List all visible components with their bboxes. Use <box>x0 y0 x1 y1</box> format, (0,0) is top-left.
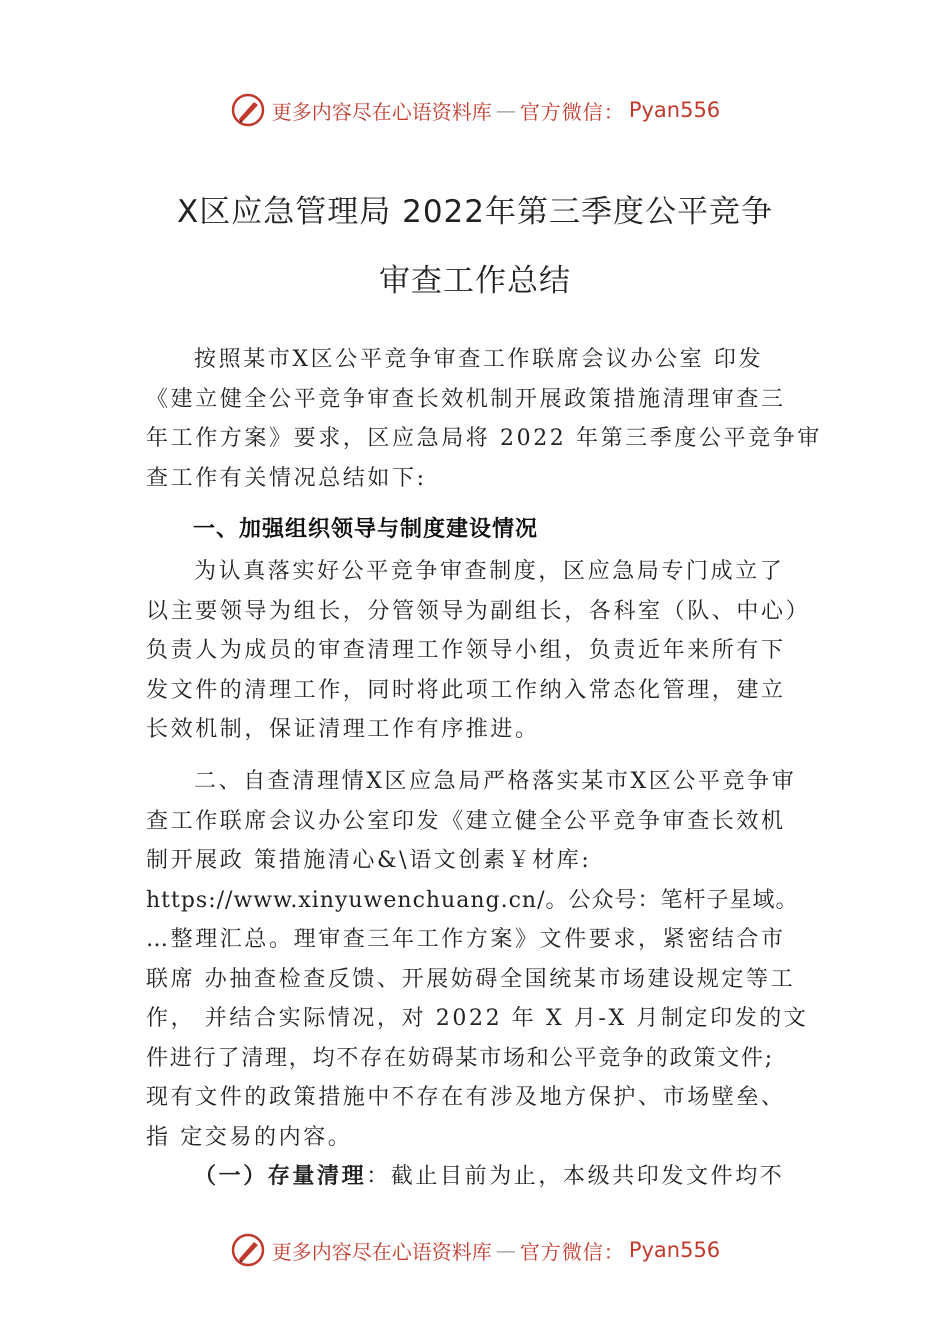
watermark-banner-bottom <box>0 1232 950 1268</box>
pen-logo-icon <box>230 92 266 128</box>
text-line: 年工作方案》要求，区应急局将 2022 年第三季度公平竞争审 <box>146 426 822 451</box>
banner-brand: 更多内容尽在心语资料库 <box>271 1239 492 1264</box>
document-title-line1: X区应急管理局 2022年第三季度公平竞争 <box>177 194 773 230</box>
text-line: 件进行了清理，均不存在妨碍某市场和公平竞争的政策文件; <box>146 1045 775 1071</box>
text-line: 查工作有关情况总结如下: <box>146 465 427 491</box>
text-line: 长效机制，保证清理工作有序推进。 <box>146 717 540 742</box>
subsection1-text: ：截止目前为止，本级共印发文件均不 <box>366 1164 785 1189</box>
text-line: 发文件的清理工作，同时将此项工作纳入常态化管理，建立 <box>146 677 786 703</box>
text-line: 按照某市X区公平竞争审查工作联席会议办公室 印发 <box>194 347 764 372</box>
section1-paragraph <box>146 552 814 750</box>
text-line: 制开展政 策措施清心&\语文创素￥材库: <box>146 848 592 873</box>
text-line: 现有文件的政策措施中不存在有涉及地方保护、市场壁垒、 <box>146 1085 786 1110</box>
banner-wechat-label: 官方微信： <box>519 1239 625 1264</box>
text-line <box>146 1157 814 1197</box>
intro-paragraph <box>146 340 822 498</box>
text-line: 查工作联席会议办公室印发《建立健全公平竞争审查长效机 <box>146 808 786 834</box>
source-url-line: https://www.xinyuwenchuang.cn/。公众号：笔杆子星域。 <box>146 887 799 913</box>
subsection1-label: （一）存量清理 <box>194 1163 367 1189</box>
text-line: …整理汇总。理审查三年工作方案》文件要求，紧密结合市 <box>146 927 786 952</box>
subsection1-paragraph <box>146 1157 814 1197</box>
banner-wechat-id: Pyan556 <box>628 98 721 122</box>
pen-logo-icon <box>230 1232 266 1268</box>
text-line: 以主要领导为组长，分管领导为副组长，各科室（队、中心） <box>146 598 811 624</box>
text-line: 指 定交易的内容。 <box>146 1124 353 1150</box>
banner-separator: — <box>495 98 516 122</box>
banner-wechat-label: 官方微信： <box>519 99 625 124</box>
banner-separator: — <box>495 1238 516 1262</box>
document-title-line2: 审查工作总结 <box>379 263 571 299</box>
text-line: 负责人为成员的审查清理工作领导小组，负责近年来所有下 <box>146 638 786 663</box>
section-heading-1: 一、加强组织领导与制度建设情况 <box>193 517 539 542</box>
section2-paragraph <box>146 762 814 1157</box>
text-line: 为认真落实好公平竞争审查制度，区应急局专门成立了 <box>194 559 785 584</box>
text-line: 作， 并结合实际情况，对 2022 年 X 月-X 月制定印发的文 <box>146 1006 809 1031</box>
banner-brand: 更多内容尽在心语资料库 <box>271 99 492 124</box>
text-line: 《建立健全公平竞争审查长效机制开展政策措施清理审查三 <box>146 386 786 412</box>
text-line: 联席 办抽查检查反馈、开展妨碍全国统某市场建设规定等工 <box>146 966 796 992</box>
banner-wechat-id: Pyan556 <box>628 1238 721 1262</box>
text-line: 二、自查清理情X区应急局严格落实某市X区公平竞争审 <box>194 769 797 794</box>
watermark-banner-top <box>0 92 950 128</box>
